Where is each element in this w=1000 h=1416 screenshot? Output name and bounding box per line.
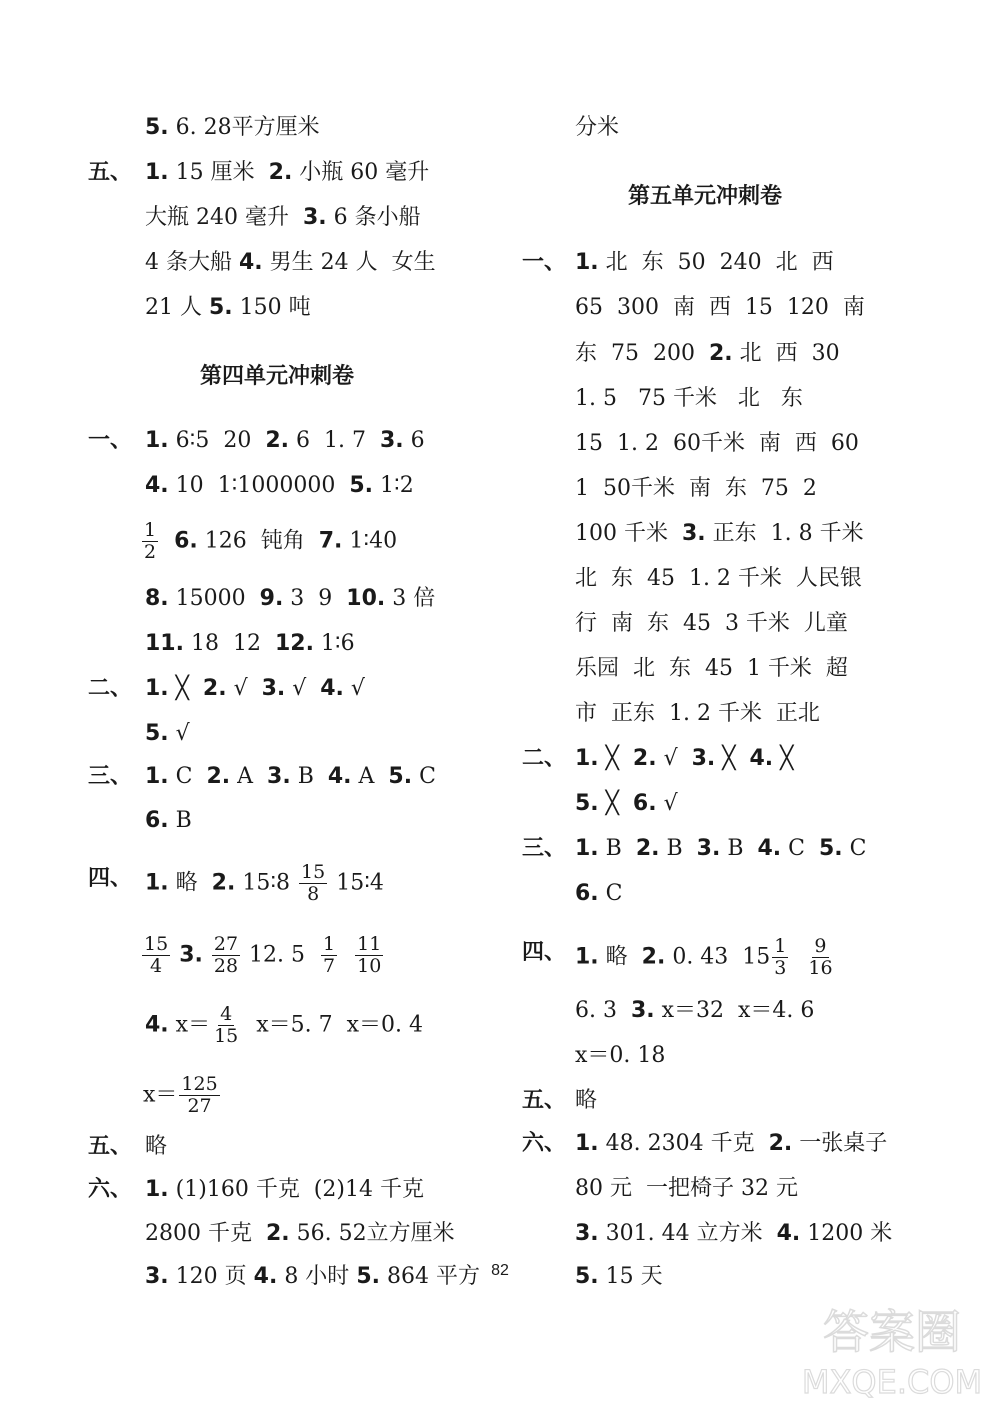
answer-line: 东 75 200 2. 北 西 30 [575, 341, 840, 366]
svg-text:答案圈: 答案圈 [823, 1305, 961, 1359]
answer-line: 乐园 北 东 45 1 千米 超 [575, 656, 848, 681]
page-number: 82 [491, 1262, 509, 1279]
answer-line: 5. 6. 28平方厘米 [145, 115, 320, 140]
answer-line: 1. ╳ 2. √ 3. √ 4. √ [145, 676, 365, 701]
fraction: $\frac{1}{7}$ [323, 933, 336, 977]
section-label: 四、 [88, 866, 133, 891]
section-label: 三、 [522, 836, 567, 861]
answer-line: $\frac{1}{2}$ 6. 126 钝角 7. 1∶40 [144, 519, 398, 563]
answer-line: 2800 千克 2. 56. 52立方厘米 [145, 1221, 455, 1246]
answer-line: 15 1. 2 60千米 南 西 60 [575, 431, 859, 456]
answer-line: 4 条大船 4. 男生 24 人 女生 [145, 250, 436, 275]
answer-line: 6. C [575, 881, 623, 906]
unit-4-title: 第四单元冲刺卷 [200, 364, 355, 389]
answer-line: 1. 略 2. 15∶8 $\frac{15}{8}$ 15∶4 [145, 861, 384, 905]
answer-line: 1. ╳ 2. √ 3. ╳ 4. ╳ [575, 746, 794, 771]
answer-line: 1. 北 东 50 240 北 西 [575, 250, 834, 275]
answer-line: 大瓶 240 毫升 3. 6 条小船 [145, 205, 421, 230]
answer-line: 1. 48. 2304 千克 2. 一张桌子 [575, 1131, 888, 1156]
fraction: $\frac{27}{28}$ [213, 933, 239, 977]
fraction: $\frac{11}{10}$ [357, 933, 382, 977]
answer-line: x＝0. 18 [575, 1043, 666, 1068]
unit-5-title: 第五单元冲刺卷 [628, 184, 783, 209]
section-label: 二、 [88, 676, 133, 701]
svg-text:MXQE.COM: MXQE.COM [801, 1363, 983, 1401]
answer-line: 65 300 南 西 15 120 南 [575, 295, 865, 320]
section-label: 六、 [88, 1177, 133, 1202]
answer-line: 1. (1)160 千克 (2)14 千克 [145, 1177, 424, 1202]
fraction: $\frac{15}{8}$ [301, 861, 326, 905]
answer-line: 21 人 5. 150 吨 [145, 295, 311, 320]
answer-line: 11. 18 12 12. 1∶6 [145, 631, 355, 656]
answer-line: 1. 15 厘米 2. 小瓶 60 毫升 [145, 160, 430, 185]
answer-line: 1. C 2. A 3. B 4. A 5. C [145, 764, 436, 789]
answer-line: 8. 15000 9. 3 9 10. 3 倍 [145, 586, 436, 611]
answer-line: 5. 15 天 [575, 1264, 663, 1289]
answer-line: 市 正东 1. 2 千米 正北 [575, 701, 820, 726]
section-label: 五、 [88, 1134, 133, 1159]
answer-line: $\frac{15}{4}$ 3. $\frac{27}{28}$ 12. 5 $\frac{1}{7}$ $\frac{11}{10}$ [144, 933, 382, 977]
fraction: $\frac{4}{15}$ [214, 1003, 239, 1047]
section-label: 三、 [88, 764, 133, 789]
section-label: 二、 [522, 746, 567, 771]
answer-line: 5. √ [145, 721, 190, 746]
answer-line: 4. x＝ $\frac{4}{15}$ x＝5. 7 x＝0. 4 [145, 1003, 424, 1047]
answer-line: 3. 301. 44 立方米 4. 1200 米 [575, 1221, 893, 1246]
answer-line: 略 [145, 1134, 168, 1159]
answer-line: 4. 10 1∶1000000 5. 1∶2 [145, 473, 414, 498]
fraction: $\frac{1}{2}$ [144, 519, 157, 563]
fraction: $\frac{15}{4}$ [144, 933, 169, 977]
answer-line: 5. ╳ 6. √ [575, 791, 678, 816]
answer-line: 略 [575, 1088, 598, 1113]
answer-line: 行 南 东 45 3 千米 儿童 [575, 611, 848, 636]
section-label: 一、 [522, 250, 567, 275]
answer-line: 1. 5 75 千米 北 东 [575, 386, 803, 411]
section-label: 四、 [522, 940, 567, 965]
answer-line: 北 东 45 1. 2 千米 人民银 [575, 566, 862, 591]
answer-line: 1 50千米 南 东 75 2 [575, 476, 817, 501]
section-label: 六、 [522, 1131, 567, 1156]
answer-line: 1. 6∶5 20 2. 6 1. 7 3. 6 [145, 428, 425, 453]
answer-line: 1. 略 2. 0. 43 15 $\frac{1}{3}$ $\frac{9}{16}$ [575, 935, 833, 979]
fraction: $\frac{9}{16}$ [808, 935, 833, 979]
section-label: 五、 [522, 1088, 567, 1113]
watermark-logo [792, 1288, 992, 1408]
section-label: 一、 [88, 428, 133, 453]
answer-line: 100 千米 3. 正东 1. 8 千米 [575, 521, 864, 546]
answer-line: 1. B 2. B 3. B 4. C 5. C [575, 836, 867, 861]
section-label: 五、 [88, 160, 133, 185]
answer-line: 3. 120 页 4. 8 小时 5. 864 平方 [145, 1264, 480, 1289]
answer-line: x＝ $\frac{125}{27}$ [143, 1073, 218, 1117]
answer-line: 6. B [145, 808, 192, 833]
answer-line: 80 元 一把椅子 32 元 [575, 1176, 798, 1201]
answer-line: 分米 [575, 115, 620, 140]
fraction: $\frac{125}{27}$ [181, 1073, 218, 1117]
fraction: $\frac{1}{3}$ [774, 935, 787, 979]
answer-line: 6. 3 3. x＝32 x＝4. 6 [575, 998, 815, 1023]
